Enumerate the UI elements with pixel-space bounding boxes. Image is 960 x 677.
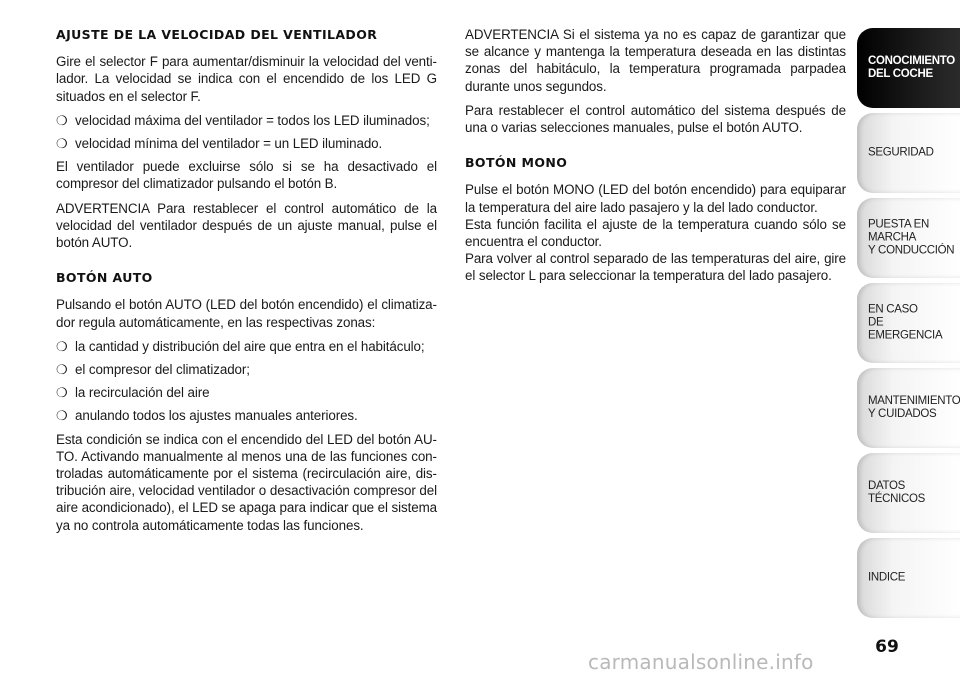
bullet-circle-icon: ❍ xyxy=(56,112,68,128)
paragraph: Esta condición se indica con el encendido del LED del botón AUTO. Activando manualmente al menos una de las funciones controladas automáticamente por el sistema (recirculación aire, distribución aire, velocidad ventilador o desactivación compresor del aire acondicionado), el LED se apaga para indicar que el sistema ya no controla automáticamente todas las funciones. xyxy=(56,431,437,533)
list-item-text: velocidad máxima del ventilador = todos los LED iluminados; xyxy=(75,112,430,128)
list-item xyxy=(56,407,437,424)
paragraph: Pulse el botón MONO (LED del botón encendido) para equiparar la temperatura del aire lado pasajero y la del lado conductor. xyxy=(465,182,846,215)
paragraph: Para volver al control separado de las temperaturas del aire, gire el selector L para seleccionar la temperatura del lado pasajero. xyxy=(465,251,846,284)
tab-label: PUESTA EN MARCHA Y CONDUCCIÓN xyxy=(868,218,955,257)
list-item-text: anulando todos los ajustes manuales anteriores. xyxy=(75,408,358,424)
tab-indice[interactable] xyxy=(857,538,960,618)
chapter-sidebar xyxy=(857,28,960,623)
paragraph: ADVERTENCIA Si el sistema ya no es capaz de garantizar que se alcance y mantenga la temperatura deseada en las distintas zonas del habitáculo, la temperatura programada parpadea durante unos segundos. xyxy=(465,27,846,94)
watermark: carmanualsonline.info xyxy=(588,650,814,674)
left-column xyxy=(56,26,437,541)
list-item-text: el compresor del climatizador; xyxy=(75,362,250,378)
tab-label: MANTENIMIENTO Y CUIDADOS xyxy=(868,395,960,420)
bullet-circle-icon: ❍ xyxy=(56,385,68,401)
right-column xyxy=(465,26,846,285)
list-item xyxy=(56,112,437,129)
section-heading-fan-speed: AJUSTE DE LA VELOCIDAD DEL VENTILADOR xyxy=(56,27,378,42)
list-item xyxy=(56,384,437,401)
paragraph: Para restablecer el control automático del sistema después de una o varias selecciones manuales, pulse el botón AUTO. xyxy=(465,102,846,136)
tab-conocimiento-del-coche[interactable] xyxy=(857,28,960,108)
section-heading-auto-button: BOTÓN AUTO xyxy=(56,270,153,286)
paragraph: Pulsando el botón AUTO (LED del botón encendido) el climatizador regula automáticamente, en las respectivas zonas: xyxy=(56,297,437,330)
tab-label: INDICE xyxy=(868,571,906,584)
tab-datos-tecnicos[interactable] xyxy=(857,453,960,533)
section-heading-mono-button: BOTÓN MONO xyxy=(465,155,568,171)
page-number: 69 xyxy=(875,637,899,657)
tab-label: DATOS TÉCNICOS xyxy=(868,480,926,505)
list-item-text: la cantidad y distribución del aire que entra en el habitáculo; xyxy=(75,338,425,354)
bullet-circle-icon: ❍ xyxy=(56,408,68,424)
paragraph: Gire el selector F para aumentar/disminuir la velocidad del ventilador. La velocidad se indica con el encendido de los LED G situados en el selector F. xyxy=(56,54,437,104)
paragraph: El ventilador puede excluirse sólo si se ha desactivado el compresor del climatizador pulsando el botón B. xyxy=(56,159,437,192)
list-item-text: la recirculación del aire xyxy=(75,385,210,401)
tab-label: EN CASO DE EMERGENCIA xyxy=(868,303,943,342)
tab-seguridad[interactable] xyxy=(857,113,960,193)
list-item-text: velocidad mínima del ventilador = un LED iluminado. xyxy=(75,136,383,152)
tab-label: SEGURIDAD xyxy=(868,146,934,159)
bullet-circle-icon: ❍ xyxy=(56,338,68,354)
bullet-circle-icon: ❍ xyxy=(56,136,68,152)
list-item xyxy=(56,361,437,378)
list-item xyxy=(56,135,437,152)
paragraph: Esta función facilita el ajuste de la temperatura cuando sólo se encuentra el conductor. xyxy=(465,216,846,250)
list-item xyxy=(56,338,437,355)
tab-en-caso-de-emergencia[interactable] xyxy=(857,283,960,363)
tab-label: CONOCIMIENTO DEL COCHE xyxy=(868,55,955,80)
bullet-circle-icon: ❍ xyxy=(56,362,68,378)
tab-mantenimiento[interactable] xyxy=(857,368,960,448)
tab-puesta-en-marcha[interactable] xyxy=(857,198,960,278)
paragraph: ADVERTENCIA Para restablecer el control automático de la velocidad del ventilador después de un ajuste manual, pulse el botón AUTO. xyxy=(56,200,437,251)
